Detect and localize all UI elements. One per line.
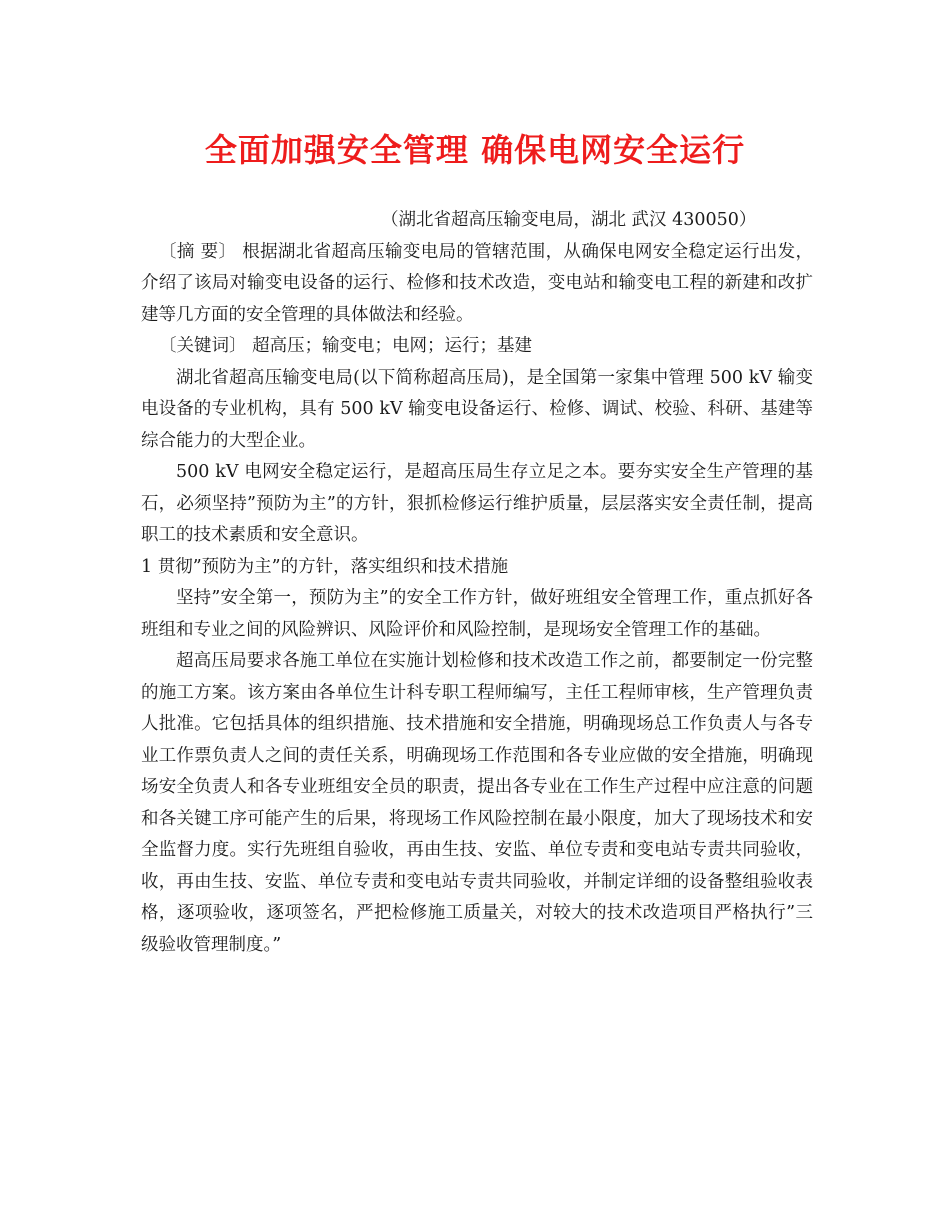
document-title: 全面加强安全管理 确保电网安全运行: [204, 131, 746, 169]
abstract: [141, 237, 813, 332]
keywords: [141, 331, 813, 363]
keywords-text: 超高压；输变电；电网；运行；基建: [246, 336, 533, 356]
section-heading: 1 贯彻”预防为主”的方针，落实组织和技术措施: [141, 556, 509, 577]
abstract-text: 根据湖北省超高压输变电局的管辖范围，从确保电网安全稳定运行出发，介绍了该局对输变电设备的运行、检修和技术改造，变电站和输变电工程的新建和改扩建等几方面的安全管理的具体做法和经验。: [141, 241, 814, 325]
paragraph-safety: 500 kV 电网安全稳定运行，是超高压局生存立足之本。要夯实安全生产管理的基石，必须坚持”预防为主”的方针，狠抓检修运行维护质量，层层落实安全责任制，提高职工的技术素质和安全意识。: [141, 462, 813, 545]
keywords-label: 〔关键词〕: [159, 336, 247, 356]
paragraph-intro: 湖北省超高压输变电局(以下简称超高压局)，是全国第一家集中管理 500 kV 输变电设备的专业机构，具有 500 kV 输变电设备运行、检修、调试、校验、科研、基建等综合能力的大型企业。: [141, 367, 813, 451]
section-paragraph: 坚持”安全第一，预防为主”的安全工作方针，做好班组安全管理工作，重点抓好各班组和专业之间的风险辨识、风险评价和风险控制，是现场安全管理工作的基础。: [141, 588, 813, 640]
abstract-label: 〔摘 要〕: [159, 241, 237, 262]
document-body: [141, 205, 813, 961]
section-paragraph: 超高压局要求各施工单位在实施计划检修和技术改造工作之前，都要制定一份完整的施工方案。该方案由各单位生计科专职工程师编写，主任工程师审核，生产管理负责人批准。它包括具体的组织措施、技术措施和安全措施，明确现场总工作负责人与各专业工作票负责人之间的责任关系，明确现场工作范围和各专业应做的安全措施，明确现场安全负责人和各专业班组安全员的职责，提出各专业在工作生产过程中应注意的问题和各关键工序可能产生的后果，将现场工作风险控制在最小限度，加大了现场技术和安全监督力度。实行先班组自验收，再由生技、安监、单位专责和变电站专责共同验收，收，再由生技、安监、单位专责和变电站专责共同验收，并制定详细的设备整组验收表格，逐项验收，逐项签名，严把检修施工质量关，对较大的技术改造项目严格执行”三级验收管理制度。”: [141, 651, 813, 955]
author-affiliation: （湖北省超高压输变电局，湖北 武汉 430050）: [381, 210, 757, 230]
